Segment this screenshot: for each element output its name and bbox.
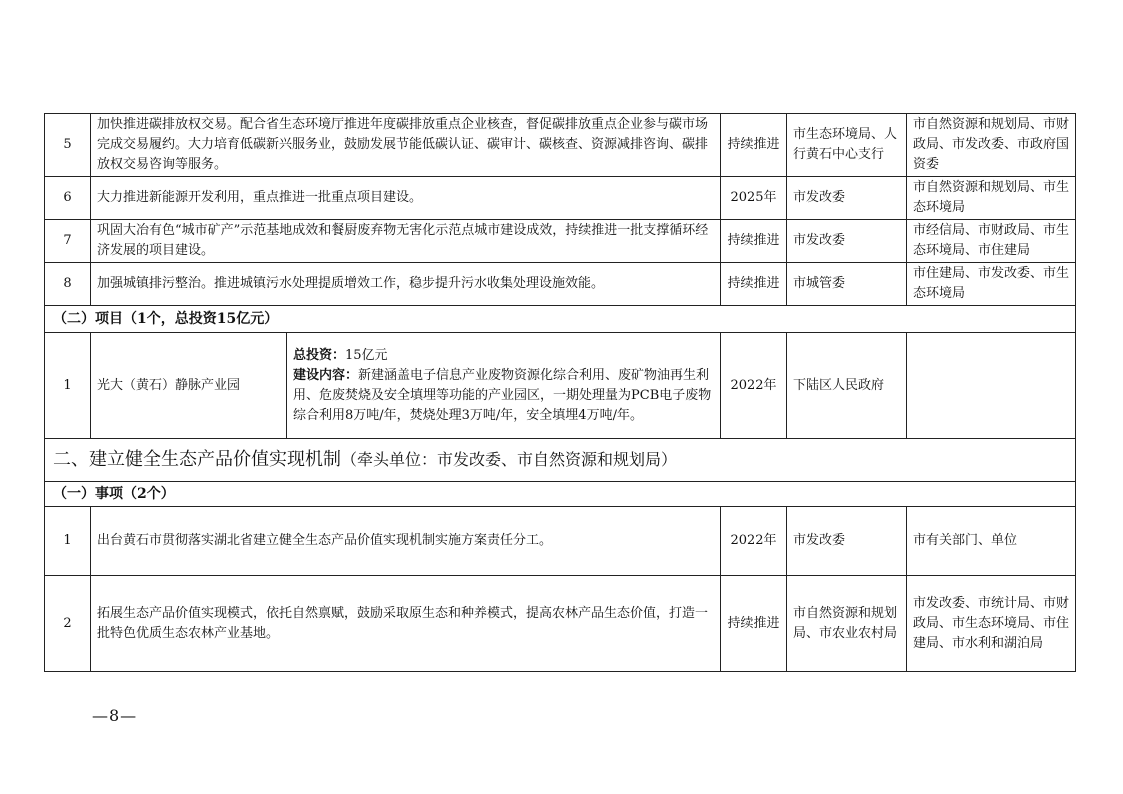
project-investment — [293, 346, 714, 366]
cooperating-units: 市发改委、市统计局、市财政局、市生态环境局、市住建局、市水利和湖泊局 — [907, 576, 1076, 672]
task-table — [44, 113, 1076, 672]
completion-time: 持续推进 — [721, 263, 787, 306]
table-row — [45, 576, 1076, 672]
section-heading: （二）项目（1个，总投资15亿元） — [45, 306, 1076, 333]
section-row — [45, 482, 1076, 507]
section-heading: （一）事项（2个） — [45, 482, 1076, 507]
completion-time: 持续推进 — [721, 114, 787, 177]
task-content: 大力推进新能源开发利用，重点推进一批重点项目建设。 — [91, 177, 721, 220]
table-row — [45, 333, 1076, 439]
task-content: 加强城镇排污整治。推进城镇污水处理提质增效工作，稳步提升污水收集处理设施效能。 — [91, 263, 721, 306]
lead-unit: 市自然资源和规划局、市农业农村局 — [787, 576, 907, 672]
row-number: 1 — [45, 333, 91, 439]
row-number: 1 — [45, 507, 91, 576]
chapter-heading — [45, 439, 1076, 482]
table-row — [45, 507, 1076, 576]
cooperating-units: 市自然资源和规划局、市财政局、市发改委、市政府国资委 — [907, 114, 1076, 177]
project-details — [287, 333, 721, 439]
project-name: 光大（黄石）静脉产业园 — [91, 333, 287, 439]
completion-time: 持续推进 — [721, 220, 787, 263]
table-row — [45, 263, 1076, 306]
cooperating-units: 市住建局、市发改委、市生态环境局 — [907, 263, 1076, 306]
content-value: 新建涵盖电子信息产业废物资源化综合利用、废矿物油再生利用、危废焚烧及安全填埋等功能的产业园区，一期处理量为PCB电子废物综合利用8万吨/年，焚烧处理3万吨/年，安全填埋4万吨/年。 — [293, 367, 712, 423]
lead-unit: 市城管委 — [787, 263, 907, 306]
table-row — [45, 177, 1076, 220]
row-number: 2 — [45, 576, 91, 672]
page-number: —8— — [92, 706, 138, 725]
row-number: 5 — [45, 114, 91, 177]
chapter-title: 二、建立健全生态产品价值实现机制 — [53, 449, 341, 470]
completion-time: 2022年 — [721, 507, 787, 576]
task-content: 拓展生态产品价值实现模式，依托自然禀赋，鼓励采取原生态和种养模式，提高农林产品生态价值，打造一批特色优质生态农林产业基地。 — [91, 576, 721, 672]
cooperating-units: 市有关部门、单位 — [907, 507, 1076, 576]
task-content: 出台黄石市贯彻落实湖北省建立健全生态产品价值实现机制实施方案责任分工。 — [91, 507, 721, 576]
investment-value: 15亿元 — [345, 347, 388, 363]
lead-unit: 市发改委 — [787, 220, 907, 263]
lead-unit: 市生态环境局、人行黄石中心支行 — [787, 114, 907, 177]
investment-label: 总投资： — [293, 347, 346, 363]
row-number: 8 — [45, 263, 91, 306]
cooperating-units: 市自然资源和规划局、市生态环境局 — [907, 177, 1076, 220]
lead-unit: 下陆区人民政府 — [787, 333, 907, 439]
chapter-lead-units: （牵头单位：市发改委、市自然资源和规划局） — [341, 450, 678, 469]
lead-unit: 市发改委 — [787, 177, 907, 220]
completion-time: 2025年 — [721, 177, 787, 220]
row-number: 6 — [45, 177, 91, 220]
task-content: 加快推进碳排放权交易。配合省生态环境厅推进年度碳排放重点企业核查，督促碳排放重点企业参与碳市场完成交易履约。大力培育低碳新兴服务业，鼓励发展节能低碳认证、碳审计、碳核查、资源减排咨询、碳排放权交易咨询等服务。 — [91, 114, 721, 177]
table-row — [45, 220, 1076, 263]
table-row — [45, 114, 1076, 177]
section-row — [45, 306, 1076, 333]
completion-time: 持续推进 — [721, 576, 787, 672]
row-number: 7 — [45, 220, 91, 263]
chapter-heading-row — [45, 439, 1076, 482]
lead-unit: 市发改委 — [787, 507, 907, 576]
content-label: 建设内容： — [293, 367, 359, 383]
task-content: 巩固大冶有色“城市矿产”示范基地成效和餐厨废弃物无害化示范点城市建设成效，持续推进一批支撑循环经济发展的项目建设。 — [91, 220, 721, 263]
cooperating-units — [907, 333, 1076, 439]
cooperating-units: 市经信局、市财政局、市生态环境局、市住建局 — [907, 220, 1076, 263]
completion-time: 2022年 — [721, 333, 787, 439]
project-content — [293, 366, 714, 426]
